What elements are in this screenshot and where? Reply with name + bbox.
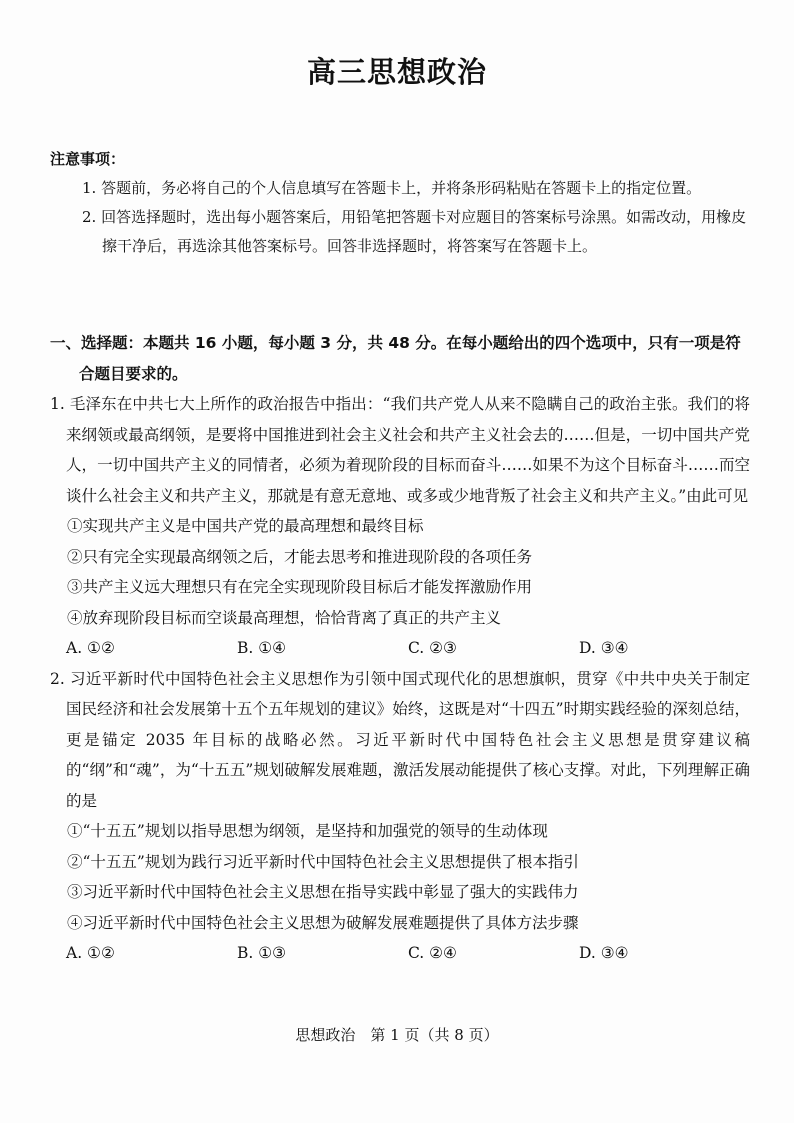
section-heading: 一、选择题：本题共 16 小题，每小题 3 分，共 48 分。在每小题给出的四个选项中，只有一项是符合题目要求的。	[50, 334, 741, 383]
option-a: A. ①②	[66, 639, 115, 657]
page-title: 高三思想政治	[306, 55, 487, 89]
option-c: C. ②④	[408, 944, 457, 962]
notice-heading: 注意事项：	[50, 150, 126, 168]
option-d: D. ③④	[579, 944, 629, 962]
statement: ④放弃现阶段目标而空谈最高理想，恰恰背离了真正的共产主义	[67, 608, 502, 627]
question-stem: 2. 习近平新时代中国特色社会主义思想作为引领中国式现代化的思想旗帜，贯穿《中共中央关于制定国民经济和社会发展第十五个五年规划的建议》始终，这既是对“十四五”时期实践经验的深刻总结，更是锚定 2035 年目标的战略必然。习近平新时代中国特色社会主义思想是贯穿建议稿的“纲”和“魂”，为“十五五”规划破解发展难题，激活发展动能提供了核心支撑。对此，下列理解正确的是	[50, 669, 750, 810]
question-2	[50, 664, 750, 969]
question-stem: 1. 毛泽东在中共七大上所作的政治报告中指出：“我们共产党人从来不隐瞒自己的政治主张。我们的将来纲领或最高纲领，是要将中国推进到社会主义社会和共产主义社会去的……但是，一切中国共产党人，一切中国共产主义的同情者，必须为着现阶段的目标而奋斗……如果不为这个目标奋斗……而空谈什么社会主义和共产主义，那就是有意无意地、或多或少地背叛了社会主义和共产主义。”由此可见	[50, 395, 750, 505]
statement: ②“十五五”规划为践行习近平新时代中国特色社会主义思想提供了根本指引	[67, 852, 579, 871]
option-b: B. ①④	[237, 639, 287, 657]
answer-options	[50, 938, 750, 969]
statement: ③共产主义远大理想只有在完全实现现阶段目标后才能发挥激励作用	[67, 578, 533, 596]
option-d: D. ③④	[579, 639, 629, 657]
answer-options	[50, 633, 750, 664]
notice-block	[50, 145, 750, 261]
option-b: B. ①③	[237, 944, 287, 962]
notice-item: 1. 答题前，务必将自己的个人信息填写在答题卡上，并将条形码粘贴在答题卡上的指定位置。	[82, 179, 702, 197]
option-c: C. ②③	[408, 639, 457, 657]
statement: ④习近平新时代中国特色社会主义思想为破解发展难题提供了具体方法步骤	[67, 913, 579, 932]
section-choice	[50, 328, 750, 969]
notice-item: 2. 回答选择题时，选出每小题答案后，用铅笔把答题卡对应题目的答案标号涂黑。如需改动，用橡皮擦干净后，再选涂其他答案标号。回答非选择题时，将答案写在答题卡上。	[82, 208, 747, 255]
statement: ①实现共产主义是中国共产党的最高理想和最终目标	[67, 517, 424, 535]
page-footer: 思想政治 第 1 页（共 8 页）	[295, 1026, 499, 1044]
statement: ①“十五五”规划以指导思想为纲领，是坚持和加强党的领导的生动体现	[67, 822, 548, 840]
statement: ②只有完全实现最高纲领之后，才能去思考和推进现阶段的各项任务	[67, 547, 533, 566]
question-1	[50, 389, 750, 664]
option-a: A. ①②	[66, 944, 115, 962]
statement: ③习近平新时代中国特色社会主义思想在指导实践中彰显了强大的实践伟力	[67, 883, 579, 901]
